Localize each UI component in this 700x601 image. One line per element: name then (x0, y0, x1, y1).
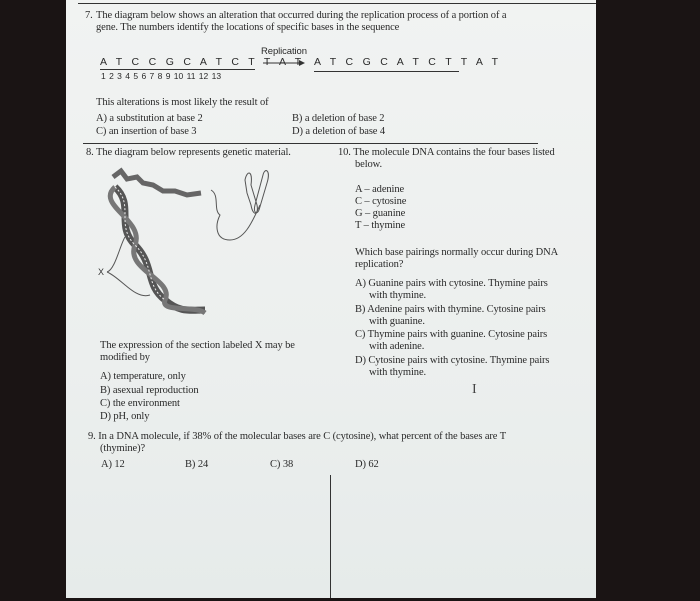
q10-option-a-cont: with thymine. (369, 290, 427, 301)
q7-option-b[interactable]: B) a deletion of base 2 (292, 113, 385, 124)
replicated-sequence: A T C G C A T C T T A T (314, 56, 502, 68)
q10-option-b-cont: with guanine. (369, 316, 425, 327)
dna-helix-icon (110, 171, 205, 313)
q10-option-d[interactable]: D) Cytosine pairs with cytosine. Thymine pairs (355, 355, 550, 366)
chromosome-icon (245, 171, 268, 214)
section-divider (83, 143, 538, 144)
q10-option-c[interactable]: C) Thymine pairs with guanine. Cytosine pairs (355, 329, 548, 340)
original-sequence: A T C C G C A T C T T A T (100, 56, 305, 68)
q10-text-line2: below. (355, 159, 383, 170)
q8-option-b[interactable]: B) asexual reproduction (100, 385, 199, 396)
q9-option-a[interactable]: A) 12 (101, 459, 125, 470)
top-divider (78, 3, 596, 4)
q8-question: 8. The diagram below represents genetic material. (86, 147, 291, 158)
base-thymine: T – thymine (355, 220, 406, 231)
column-divider (330, 475, 331, 598)
q10-option-c-cont: with adenine. (369, 341, 425, 352)
q10-prompt-line2: replication? (355, 259, 404, 270)
base-cytosine: C – cytosine (355, 196, 407, 207)
q10-text-line1: 10. The molecule DNA contains the four bases listed (338, 147, 555, 158)
genetic-material-diagram (95, 165, 270, 325)
q8-option-d[interactable]: D) pH, only (100, 411, 150, 422)
q8-prompt-line1: The expression of the section labeled X may be (100, 340, 295, 351)
q9-text-line1: 9. In a DNA molecule, if 38% of the molecular bases are C (cytosine), what percent of the bases are T (88, 431, 507, 442)
base-positions: 1 2 3 4 5 6 7 8 9 10 11 12 13 (101, 71, 222, 81)
q7-option-a[interactable]: A) a substitution at base 2 (96, 113, 203, 124)
replication-label: Replication (261, 46, 307, 57)
replicated-sequence-underline (314, 71, 459, 72)
q9-option-d[interactable]: D) 62 (355, 459, 379, 470)
q9-option-c[interactable]: C) 38 (270, 459, 294, 470)
q8-option-a[interactable]: A) temperature, only (100, 371, 186, 382)
q7-text-line1: The diagram below shows an alteration that occurred during the replication process of a portion of a (96, 10, 507, 21)
q8-prompt-line2: modified by (100, 352, 150, 363)
section-x-label: X (98, 267, 105, 277)
q7-prompt: This alterations is most likely the result of (96, 97, 269, 108)
base-guanine: G – guanine (355, 208, 406, 219)
q7-option-c[interactable]: C) an insertion of base 3 (96, 126, 197, 137)
original-sequence-underline (100, 69, 255, 70)
q10-prompt-line1: Which base pairings normally occur during DNA (355, 247, 559, 258)
q10-option-d-cont: with thymine. (369, 367, 427, 378)
q8-option-c[interactable]: C) the environment (100, 398, 180, 409)
text-cursor-icon: I (472, 382, 477, 397)
q7-number: 7. (85, 10, 93, 21)
q10-option-b[interactable]: B) Adenine pairs with thymine. Cytosine pairs (355, 304, 546, 315)
q7-option-d[interactable]: D) a deletion of base 4 (292, 126, 386, 137)
q7-text-line2: gene. The numbers identify the locations of specific bases in the sequence (96, 22, 400, 33)
q9-option-b[interactable]: B) 24 (185, 459, 209, 470)
q9-text-line2: (thymine)? (100, 443, 146, 454)
base-adenine: A – adenine (355, 184, 405, 195)
q10-option-a[interactable]: A) Guanine pairs with cytosine. Thymine pairs (355, 278, 548, 289)
